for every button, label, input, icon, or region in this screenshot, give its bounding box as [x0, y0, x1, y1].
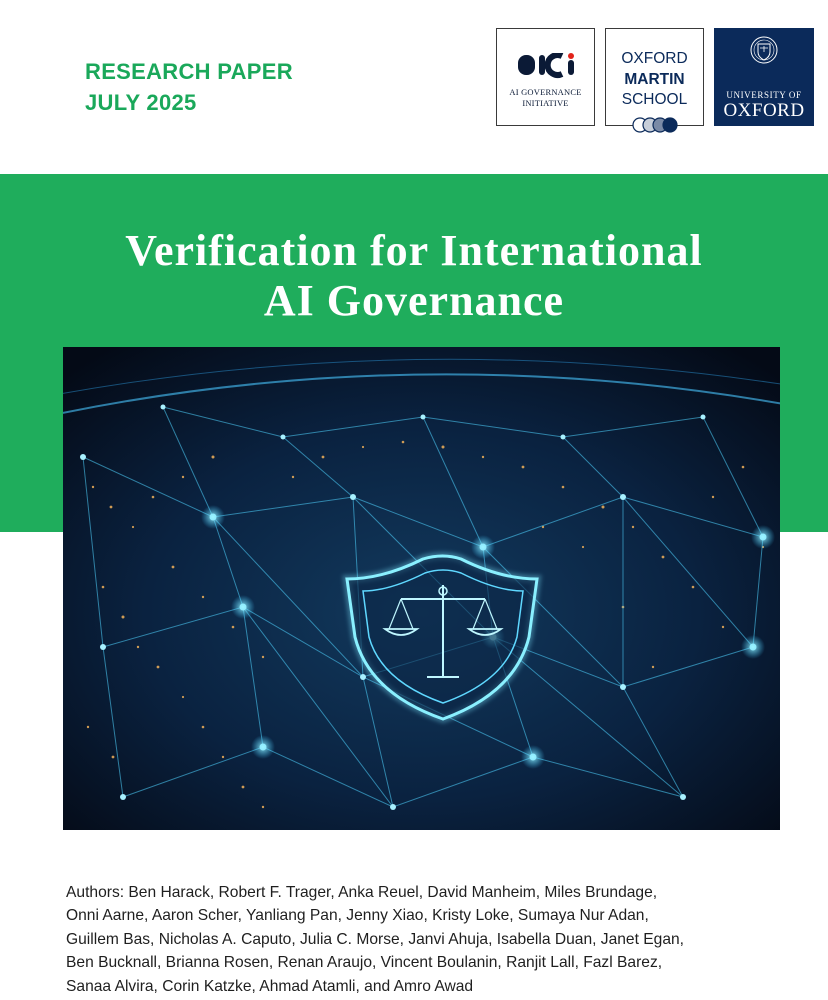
university-of-oxford-logo [714, 28, 814, 126]
paper-meta [85, 56, 293, 118]
aigi-mark-icon [497, 53, 594, 81]
page-title [0, 226, 828, 326]
oms-circles-icon [606, 117, 703, 133]
oms-line-3: SCHOOL [621, 91, 688, 108]
oms-line-2: MARTIN [624, 71, 685, 88]
author-line: Ben Bucknall, Brianna Rosen, Renan Araujo, Vincent Boulanin, Ranjit Lall, Fazl Barez, [66, 954, 663, 972]
aigi-wordmark: AI GOVERNANCE INITIATIVE [509, 87, 582, 108]
oxford-martin-school-logo [605, 28, 704, 126]
oms-line-1: OXFORD [621, 50, 688, 67]
paper-date-label: JULY 2025 [85, 90, 197, 115]
aigi-logo [496, 28, 595, 126]
author-line: Onni Aarne, Aaron Scher, Yanliang Pan, Jenny Xiao, Kristy Loke, Sumaya Nur Adan, [66, 907, 649, 925]
oxford-line-1: UNIVERSITY OF [726, 90, 802, 100]
author-list [66, 881, 796, 998]
title-line-1: Verification for International [125, 226, 703, 275]
oxford-crest-icon [750, 34, 778, 75]
paper-type-label: RESEARCH PAPER [85, 59, 293, 84]
author-line: Guillem Bas, Nicholas A. Caputo, Julia C. Morse, Janvi Ahuja, Isabella Duan, Janet Egan, [66, 930, 685, 948]
author-line: Sanaa Alvira, Corin Katzke, Ahmad Atamli, and Amro Awad [66, 977, 474, 995]
oxford-line-2: OXFORD [723, 100, 805, 121]
cover-image [63, 347, 780, 830]
author-line: Authors: Ben Harack, Robert F. Trager, Anka Reuel, David Manheim, Miles Brundage, [66, 884, 658, 901]
title-line-2: AI Governance [263, 276, 565, 325]
